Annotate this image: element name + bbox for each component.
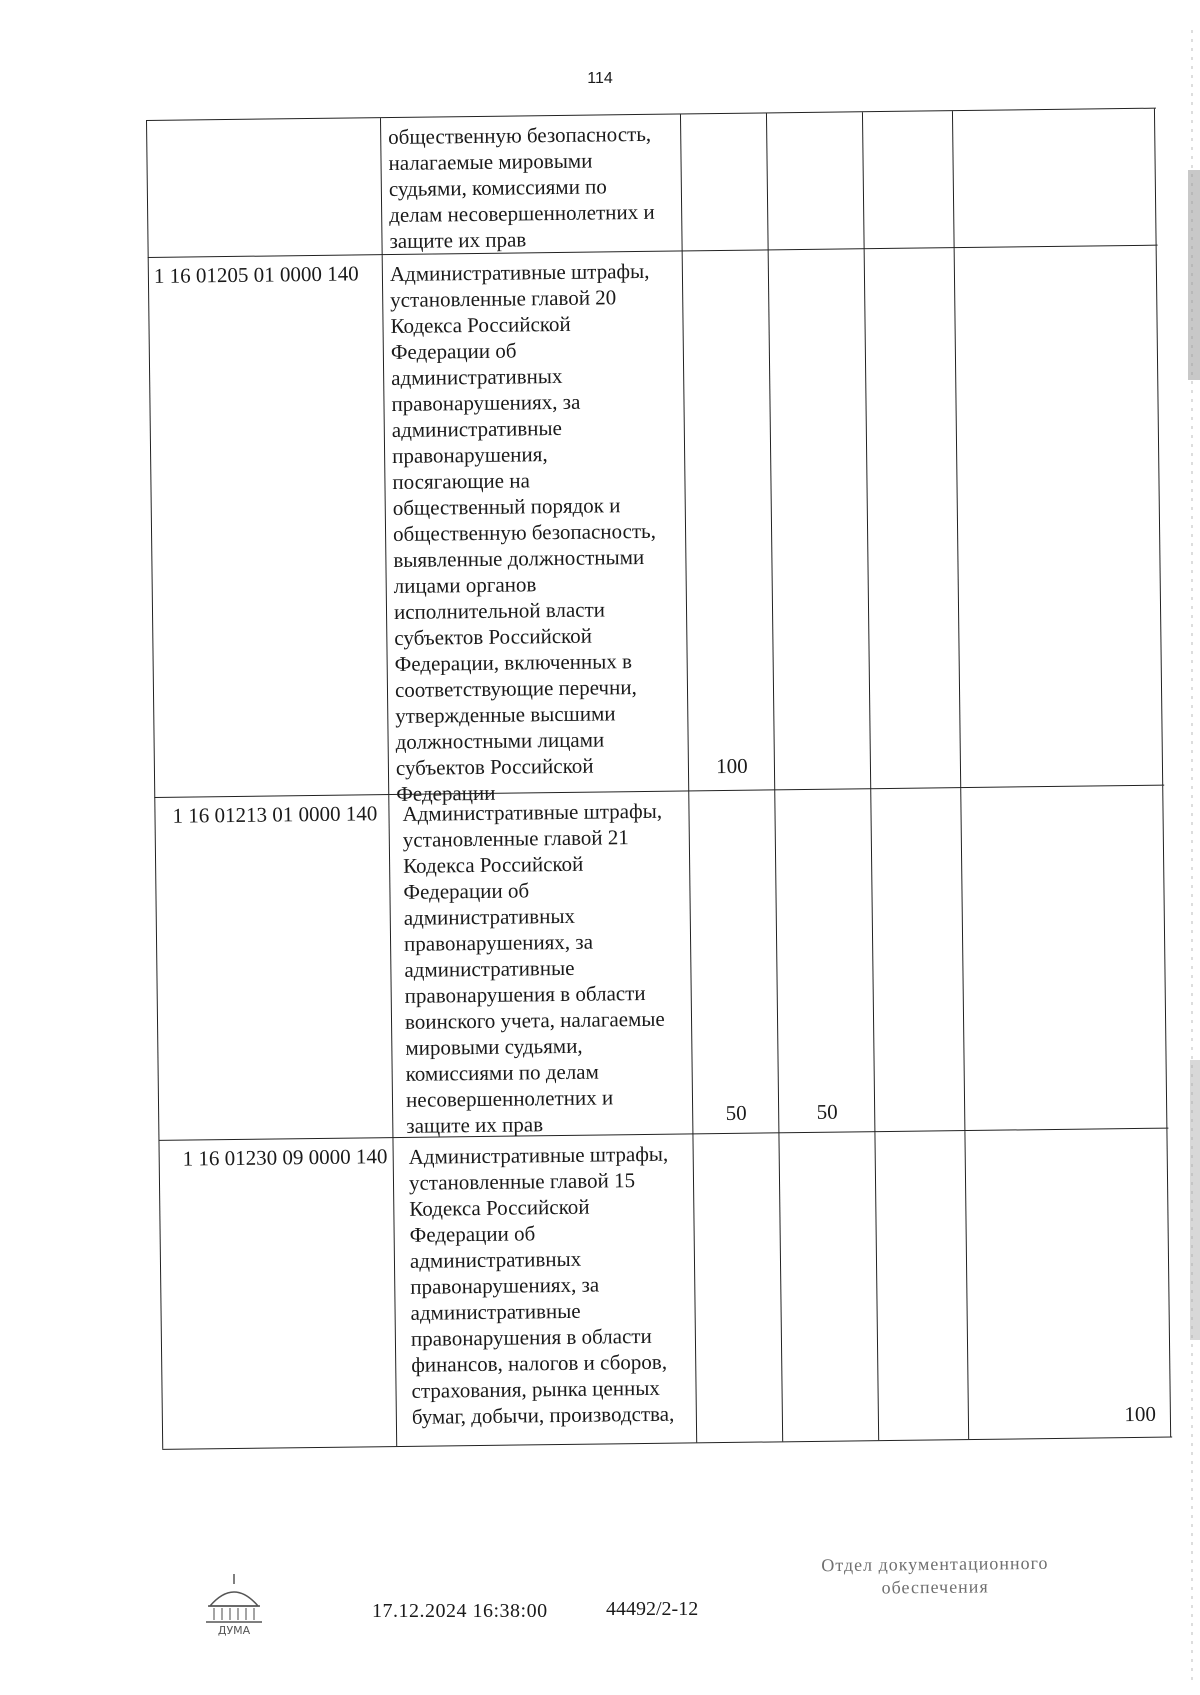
table-row (148, 245, 1165, 806)
value-col-2 (784, 1430, 878, 1431)
footer-datetime: 17.12.2024 16:38:00 (372, 1600, 548, 1622)
scan-edge-artifact (1178, 0, 1200, 1695)
row-description: Административные штрафы, установленные главой 20 Кодекса Российской Федерации об административных правонарушениях, за административные правонарушения, посягающие на общественный порядок и общественную безопасность, выявленные должностными лицами органов исполнительной власти субъектов Российской Федерации, включенных в соответствующие перечни, утвержденные высшими должностными лицами субъектов Российской Федерации (389, 258, 657, 806)
row-description: Административные штрафы, установленные главой 21 Кодекса Российской Федерации об административных правонарушениях, за административные правонарушения в области воинского учета, налагаемые мировыми судьями, комиссиями по делам несовершеннолетних и защите их прав (402, 798, 665, 1138)
value-col-3 (876, 1123, 964, 1124)
kbk-code: 1 16 01230 09 0000 140 (182, 1144, 388, 1171)
value-col-2 (776, 777, 870, 778)
value-col-4 (966, 1121, 1166, 1123)
revenue-table (146, 108, 1174, 1560)
department-stamp: Отдел документационного обеспечения (821, 1552, 1049, 1598)
row-description: общественную безопасность, налагаемые мировыми судьями, комиссиями по делам несовершеннолетних и защите их прав (388, 121, 655, 254)
svg-text:ДУМА: ДУМА (217, 1624, 251, 1637)
table-row (154, 785, 1168, 1141)
value-col-3 (872, 776, 960, 777)
kbk-code: 1 16 01205 01 0000 140 (153, 261, 359, 288)
value-col-2: 50 (816, 1099, 838, 1124)
value-col-3 (880, 1429, 968, 1430)
value-col-4: 100 (1124, 1401, 1157, 1427)
row-description: Административные штрафы, установленные главой 15 Кодекса Российской Федерации об административных правонарушениях, за административные правонарушения в области финансов, налогов и сборов, страхования, рынка ценных бумаг, добычи, производства, (408, 1141, 675, 1429)
duma-emblem-icon (196, 1572, 272, 1642)
kbk-code: 1 16 01213 01 0000 140 (172, 801, 378, 828)
value-col-1: 100 (716, 753, 748, 779)
page-number: 114 (587, 70, 613, 87)
table-row (146, 108, 1158, 258)
value-col-1: 50 (725, 1100, 747, 1125)
value-col-1 (698, 1431, 782, 1432)
value-col-4 (962, 774, 1162, 776)
footer-doc-number: 44492/2-12 (606, 1598, 699, 1620)
table-row (158, 1128, 1172, 1450)
